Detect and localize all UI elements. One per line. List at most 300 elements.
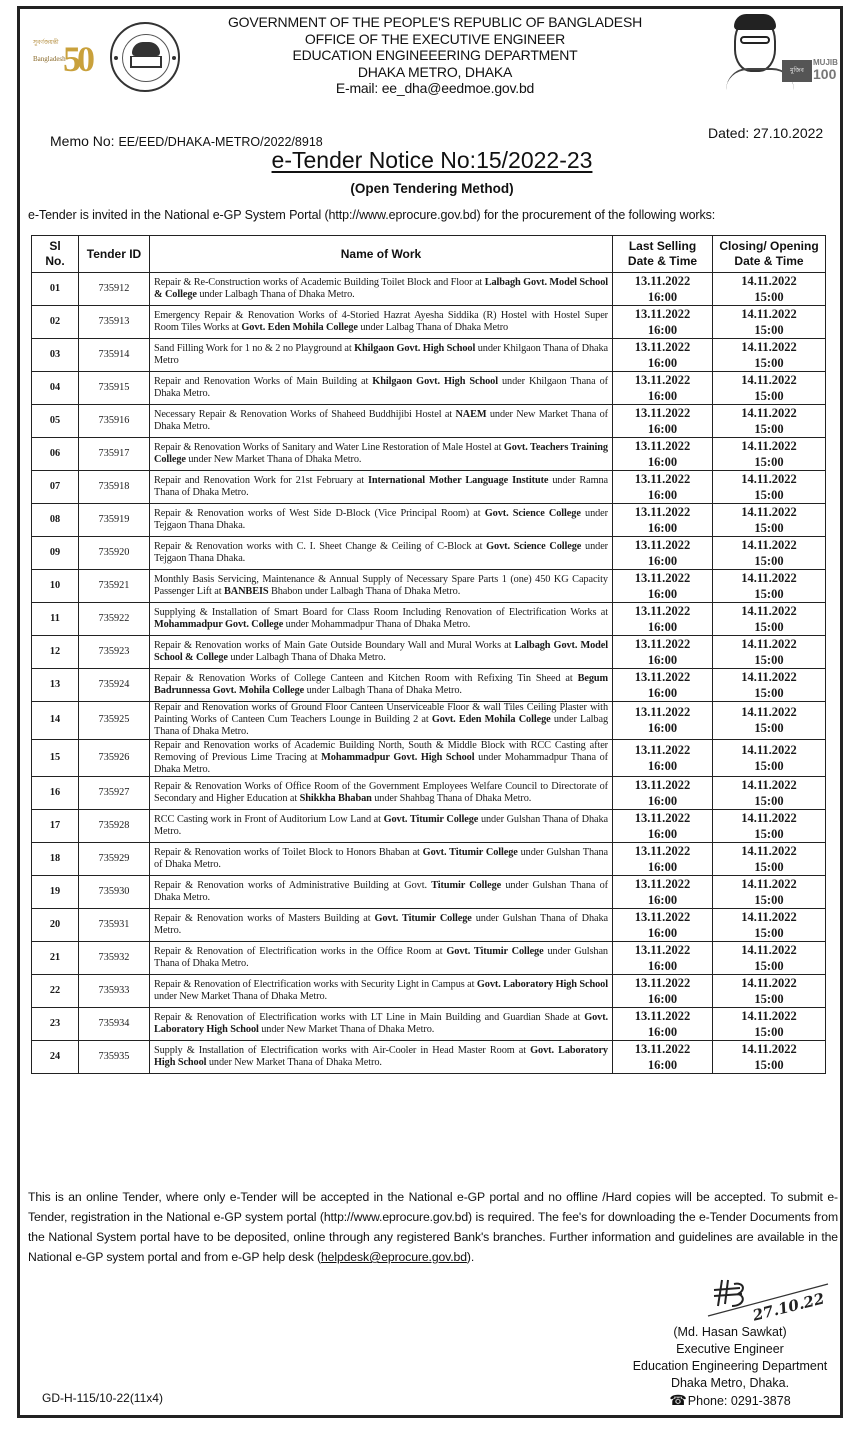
table-row [32,273,826,306]
logo-bangladesh-text: Bangladesh [33,55,66,63]
row-sl-no: 14 [32,702,79,740]
row-sl-no: 19 [32,876,79,909]
row-closing-time: 15:00 [754,992,784,1007]
mujib-bangla-text: মুজিব [782,60,812,82]
row-closing-opening [713,843,826,876]
row-closing-date: 14.11.2022 [741,1042,797,1057]
row-closing-time: 15:00 [754,455,784,469]
letterhead [0,0,864,110]
row-selling-time: 16:00 [647,620,678,634]
intro-text: e-Tender is invited in the National e-GP System Portal (http://www.eprocure.gov.bd) for the procurement of the following works: [28,208,716,222]
row-sl-no: 16 [32,777,79,810]
row-closing-time: 15:00 [754,1025,784,1040]
row-tender-id: 735935 [79,1041,150,1074]
row-selling-date: 13.11.2022 [634,778,691,793]
row-tender-id: 735914 [79,339,150,372]
row-name-of-work: Emergency Repair & Renovation Works of 4-Storied Hazrat Ayesha Siddika (R) Hostel with Hostel Super Room Tiles Works at Govt. Eden Mohila College under Lalbag Thana of Dhaka Metro [150,306,613,339]
signatory-department: Education Engineering Department [632,1359,828,1373]
row-selling-date: 13.11.2022 [634,538,691,552]
row-selling-time: 16:00 [647,323,678,337]
signatory-location: Dhaka Metro, Dhaka. [670,1376,790,1390]
row-selling-date: 13.11.2022 [634,844,691,859]
row-last-selling [613,702,713,740]
row-tender-id: 735918 [79,471,150,504]
row-sl-no: 08 [32,504,79,537]
row-tender-id: 735916 [79,405,150,438]
row-closing-date: 14.11.2022 [741,976,797,991]
row-closing-date: 14.11.2022 [741,307,797,321]
table-row [32,739,826,777]
row-tender-id: 735934 [79,1008,150,1041]
row-closing-date: 14.11.2022 [741,943,797,958]
row-last-selling [613,636,713,669]
table-row [32,843,826,876]
row-last-selling [613,471,713,504]
table-row [32,306,826,339]
email-line: E-mail: ee_dha@eedmoe.gov.bd [335,80,535,96]
row-sl-no: 20 [32,909,79,942]
table-row [32,669,826,702]
row-name-of-work: Repair & Renovation of Electrification works with Security Light in Campus at Govt. Laboratory High School under New Market Thana of Dhaka Metro. [150,975,613,1008]
row-closing-time: 15:00 [754,290,784,304]
row-selling-time: 16:00 [647,794,678,809]
row-institution: Mohammadpur Govt. High School [321,751,475,763]
header-tender-id: Tender ID [79,236,150,273]
row-name-of-work: Repair and Renovation works of Academic Building North, South & Middle Block with RCC Casting after Removing of Previous Lime Tracing at Mohammadpur Govt. High School under Mohammadpur Thana of Dhaka Metro. [150,739,613,777]
row-closing-opening [713,876,826,909]
location-line: DHAKA METRO, DHAKA [357,63,513,80]
row-selling-date: 13.11.2022 [634,877,691,892]
table-row [32,702,826,740]
row-closing-time: 15:00 [754,587,784,601]
row-institution: NAEM [455,408,487,420]
row-tender-id: 735929 [79,843,150,876]
row-closing-opening [713,537,826,570]
row-closing-time: 15:00 [754,653,784,667]
row-sl-no: 12 [32,636,79,669]
row-sl-no: 11 [32,603,79,636]
row-sl-no: 09 [32,537,79,570]
row-institution: Govt. Teachers Training College [154,441,608,465]
row-selling-date: 13.11.2022 [634,811,691,826]
row-closing-opening [713,702,826,740]
row-tender-id: 735913 [79,306,150,339]
row-closing-date: 14.11.2022 [741,778,797,793]
row-closing-time: 15:00 [754,893,784,908]
row-closing-date: 14.11.2022 [741,877,797,892]
row-selling-date: 13.11.2022 [634,274,691,288]
row-last-selling [613,909,713,942]
row-sl-no: 02 [32,306,79,339]
row-closing-time: 15:00 [754,356,784,370]
table-row [32,777,826,810]
row-name-of-work: Repair & Renovation of Electrification works in the Office Room at Govt. Titumir College under Gulshan Thana of Dhaka Metro. [150,942,613,975]
row-closing-date: 14.11.2022 [741,844,797,859]
row-selling-date: 13.11.2022 [634,307,691,321]
row-closing-date: 14.11.2022 [741,637,797,651]
row-closing-time: 15:00 [754,686,784,700]
table-row [32,438,826,471]
row-closing-opening [713,339,826,372]
row-closing-time: 15:00 [754,758,784,773]
row-institution: Govt. Eden Mohila College [431,714,551,726]
row-selling-time: 16:00 [647,860,678,875]
table-row [32,975,826,1008]
row-institution: Govt. Titumir College [383,814,479,826]
row-sl-no: 18 [32,843,79,876]
row-tender-id: 735927 [79,777,150,810]
row-closing-opening [713,1008,826,1041]
row-sl-no: 13 [32,669,79,702]
row-closing-time: 15:00 [754,422,784,436]
row-sl-no: 05 [32,405,79,438]
row-closing-opening [713,570,826,603]
row-last-selling [613,669,713,702]
row-closing-opening [713,306,826,339]
row-selling-time: 16:00 [647,587,678,601]
row-institution: Govt. Science College [486,540,582,552]
row-closing-time: 15:00 [754,323,784,337]
table-row [32,603,826,636]
row-tender-id: 735915 [79,372,150,405]
signatory-block [600,1324,860,1410]
row-tender-id: 735933 [79,975,150,1008]
table-row [32,570,826,603]
handwritten-signature [700,1276,840,1326]
row-closing-time: 15:00 [754,827,784,842]
signature-date: 27.10.22 [750,1289,827,1325]
row-closing-date: 14.11.2022 [741,1009,797,1024]
row-sl-no: 04 [32,372,79,405]
row-closing-date: 14.11.2022 [741,538,797,552]
row-tender-id: 735917 [79,438,150,471]
row-institution: Govt. Titumir College [446,946,544,958]
table-row [32,339,826,372]
row-name-of-work: Supply & Installation of Electrification works with Air-Cooler in Head Master Room at Govt. Laboratory High School under New Market Thana of Dhaka Metro. [150,1041,613,1074]
row-name-of-work: Repair & Renovation Works of College Canteen and Kitchen Room with Refixing Tin Sheed at Begum Badrunnessa Govt. Mohila College under Lalbagh Thana of Dhaka Metro. [150,669,613,702]
row-selling-time: 16:00 [647,455,678,469]
government-line: GOVERNMENT OF THE PEOPLE'S REPUBLIC OF BANGLADESH [227,14,642,30]
row-last-selling [613,739,713,777]
row-selling-date: 13.11.2022 [634,373,691,387]
row-last-selling [613,810,713,843]
table-row [32,471,826,504]
row-institution: Govt. Laboratory High School [154,1012,608,1036]
row-name-of-work: Supplying & Installation of Smart Board for Class Room Including Renovation of Electrification Works at Mohammadpur Govt. College under Mohammadpur Thana of Dhaka Metro. [150,603,613,636]
row-closing-time: 15:00 [754,794,784,809]
row-closing-opening [713,504,826,537]
memo-label: Memo No: [50,133,115,149]
row-selling-time: 16:00 [647,521,678,535]
row-tender-id: 735931 [79,909,150,942]
row-selling-time: 16:00 [647,488,678,502]
row-selling-date: 13.11.2022 [634,1042,691,1057]
table-row [32,405,826,438]
letterhead-text [200,14,670,97]
row-selling-time: 16:00 [647,686,678,700]
row-closing-opening [713,372,826,405]
row-selling-date: 13.11.2022 [634,637,691,651]
row-closing-time: 15:00 [754,1058,784,1073]
row-tender-id: 735924 [79,669,150,702]
row-selling-time: 16:00 [647,1025,678,1040]
table-row [32,537,826,570]
table-row [32,810,826,843]
row-selling-time: 16:00 [647,959,678,974]
row-closing-opening [713,942,826,975]
row-last-selling [613,876,713,909]
row-selling-date: 13.11.2022 [634,604,691,618]
header-sl-no: Sl No. [32,236,79,273]
row-sl-no: 24 [32,1041,79,1074]
row-name-of-work: Repair & Renovation works of Administrative Building at Govt. Titumir College under Gulshan Thana of Dhaka Metro. [150,876,613,909]
row-name-of-work: Repair & Renovation of Electrification works with LT Line in Main Building and Guardian Shade at Govt. Laboratory High School under New Market Thana of Dhaka Metro. [150,1008,613,1041]
row-selling-date: 13.11.2022 [634,1009,691,1024]
row-selling-date: 13.11.2022 [634,705,691,720]
table-row [32,942,826,975]
row-selling-time: 16:00 [647,356,678,370]
education-seal-logo [110,22,180,92]
table-row [32,1041,826,1074]
row-sl-no: 17 [32,810,79,843]
row-name-of-work: Repair & Renovation works of West Side D-Block (Vice Principal Room) at Govt. Science College under Tejgaon Thana Dhaka. [150,504,613,537]
row-institution: Lalbagh Govt. Model School & College [154,276,609,300]
row-closing-opening [713,603,826,636]
row-selling-date: 13.11.2022 [634,943,691,958]
row-closing-time: 15:00 [754,721,784,736]
row-sl-no: 21 [32,942,79,975]
row-selling-date: 13.11.2022 [634,742,691,757]
row-last-selling [613,603,713,636]
row-selling-time: 16:00 [647,992,678,1007]
row-institution: Govt. Eden Mohila College [241,322,358,333]
row-closing-time: 15:00 [754,620,784,634]
row-selling-time: 16:00 [647,893,678,908]
row-closing-time: 15:00 [754,488,784,502]
row-closing-time: 15:00 [754,554,784,568]
office-line: OFFICE OF THE EXECUTIVE ENGINEER [304,30,566,47]
row-last-selling [613,339,713,372]
row-name-of-work: Repair and Renovation works of Ground Floor Canteen Unserviceable Floor & wall Tiles Ceiling Plaster with Painting Works of Canteen Cum Teachers Lounge in Building 2 at Govt. Eden Mohila College under Lalbag Thana of Dhaka Metro. [150,702,613,740]
signatory-phone: ☎Phone: 0291-3878 [669,1392,791,1408]
row-selling-time: 16:00 [647,827,678,842]
row-closing-date: 14.11.2022 [741,604,797,618]
row-name-of-work: Necessary Repair & Renovation Works of Shaheed Buddhijibi Hostel at NAEM under New Market Thana of Dhaka Metro. [150,405,613,438]
row-sl-no: 06 [32,438,79,471]
row-selling-date: 13.11.2022 [634,571,691,585]
row-sl-no: 15 [32,739,79,777]
row-selling-date: 13.11.2022 [634,406,691,420]
row-selling-time: 16:00 [647,653,678,667]
mujib-100-logo [722,14,838,94]
row-selling-date: 13.11.2022 [634,976,691,991]
row-closing-date: 14.11.2022 [741,571,797,585]
table-row [32,1008,826,1041]
row-selling-time: 16:00 [647,422,678,436]
row-last-selling [613,570,713,603]
row-tender-id: 735912 [79,273,150,306]
row-closing-time: 15:00 [754,926,784,941]
tender-table [31,235,826,1074]
row-institution: Mohammadpur Govt. College [154,619,284,630]
table-row [32,636,826,669]
row-closing-opening [713,273,826,306]
row-closing-time: 15:00 [754,860,784,875]
row-last-selling [613,504,713,537]
row-selling-time: 16:00 [647,389,678,403]
row-tender-id: 735932 [79,942,150,975]
row-sl-no: 01 [32,273,79,306]
header-closing-opening: Closing/ Opening Date & Time [713,236,826,273]
row-name-of-work: Sand Filling Work for 1 no & 2 no Playground at Khilgaon Govt. High School under Khilgaon Thana of Dhaka Metro [150,339,613,372]
department-line: EDUCATION ENGINEEERING DEPARTMENT [292,47,578,63]
row-tender-id: 735922 [79,603,150,636]
row-name-of-work: Repair & Renovation Works of Office Room of the Government Employees Welfare Council to Directorate of Secondary and Higher Education at Shikkha Bhaban under Shahbag Thana of Dhaka Metro. [150,777,613,810]
row-name-of-work: Repair & Renovation works of Masters Building at Govt. Titumir College under Gulshan Thana of Dhaka Metro. [150,909,613,942]
row-closing-opening [713,975,826,1008]
row-last-selling [613,843,713,876]
row-name-of-work: Repair & Re-Construction works of Academic Building Toilet Block and Floor at Lalbagh Govt. Model School & College under Lalbagh Thana of Dhaka Metro. [150,273,613,306]
table-row [32,909,826,942]
row-closing-opening [713,438,826,471]
row-institution: Govt. Titumir College [374,913,472,925]
row-selling-date: 13.11.2022 [634,472,691,486]
row-last-selling [613,273,713,306]
row-selling-date: 13.11.2022 [634,439,691,453]
row-tender-id: 735923 [79,636,150,669]
row-last-selling [613,405,713,438]
row-name-of-work: Repair & Renovation works of Toilet Block to Honors Bhaban at Govt. Titumir College under Gulshan Thana of Dhaka Metro. [150,843,613,876]
row-closing-date: 14.11.2022 [741,811,797,826]
row-closing-opening [713,1041,826,1074]
row-sl-no: 03 [32,339,79,372]
row-last-selling [613,306,713,339]
row-institution: Govt. Titumir College [422,847,518,859]
row-institution: BANBEIS [223,586,269,597]
row-tender-id: 735930 [79,876,150,909]
row-closing-date: 14.11.2022 [741,340,797,354]
row-name-of-work: Repair and Renovation Work for 21st February at International Mother Language Institute under Ramna Thana of Dhaka Metro. [150,471,613,504]
telephone-icon: ☎ [669,1392,687,1408]
row-institution: Govt. Science College [484,507,581,519]
table-row [32,876,826,909]
row-selling-time: 16:00 [647,721,678,736]
gd-reference: GD-H-115/10-22(11x4) [42,1391,163,1405]
table-header-row [32,236,826,273]
row-name-of-work: Repair & Renovation works with C. I. Sheet Change & Ceiling of C-Block at Govt. Science College under Tejgaon Thana Dhaka. [150,537,613,570]
row-last-selling [613,438,713,471]
row-selling-time: 16:00 [647,290,678,304]
row-name-of-work: Monthly Basis Servicing, Maintenance & Annual Supply of Necessary Spare Parts 1 (one) 450 KG Capacity Passenger Lift at BANBEIS Bhabon under Lalbagh Thana of Dhaka Metro. [150,570,613,603]
row-selling-time: 16:00 [647,758,678,773]
row-selling-date: 13.11.2022 [634,670,691,684]
row-name-of-work: RCC Casting work in Front of Auditorium Low Land at Govt. Titumir College under Gulshan Thana of Dhaka Metro. [150,810,613,843]
table-row [32,372,826,405]
header-last-selling: Last Selling Date & Time [613,236,713,273]
row-institution: Lalbagh Govt. Model School & College [154,639,608,663]
row-sl-no: 07 [32,471,79,504]
notice-title: e-Tender Notice No:15/2022-23 [271,147,593,173]
row-institution: Khilgaon Govt. High School [354,342,476,354]
row-closing-date: 14.11.2022 [741,670,797,684]
row-tender-id: 735928 [79,810,150,843]
row-closing-opening [713,909,826,942]
row-institution: Govt. Laboratory High School [476,979,608,991]
row-last-selling [613,537,713,570]
dated: Dated: 27.10.2022 [708,125,824,141]
row-closing-opening [713,471,826,504]
row-name-of-work: Repair and Renovation Works of Main Building at Khilgaon Govt. High School under Khilgaon Thana of Dhaka Metro. [150,372,613,405]
row-closing-opening [713,636,826,669]
table-row [32,504,826,537]
row-institution: Khilgaon Govt. High School [372,375,498,387]
row-tender-id: 735921 [79,570,150,603]
row-closing-opening [713,405,826,438]
row-closing-date: 14.11.2022 [741,472,797,486]
helpdesk-email-link[interactable]: helpdesk@eprocure.gov.bd [320,1250,467,1264]
row-closing-opening [713,777,826,810]
signatory-designation: Executive Engineer [676,1342,784,1356]
row-closing-date: 14.11.2022 [741,274,797,288]
row-tender-id: 735920 [79,537,150,570]
row-selling-time: 16:00 [647,554,678,568]
row-closing-date: 14.11.2022 [741,505,797,519]
row-name-of-work: Repair & Renovation Works of Sanitary and Water Line Restoration of Male Hostel at Govt. Teachers Training College under New Market Thana of Dhaka Metro. [150,438,613,471]
row-selling-date: 13.11.2022 [634,340,691,354]
row-last-selling [613,1008,713,1041]
row-selling-date: 13.11.2022 [634,910,691,925]
footer-instructions: This is an online Tender, where only e-Tender will be accepted in the National e-GP portal and no offline /Hard copies will be accepted. To submit e-Tender, registration in the National e-GP system portal (http://www.eprocure.gov.bd) is required. The fee's for downloading the e-Tender Documents from the National System portal have to be deposited, online through any registered Bank's branches. Further information and guidelines are available in the National e-GP system portal and from e-GP help desk (helpdesk@eprocure.gov.bd). [28,1190,838,1264]
row-closing-date: 14.11.2022 [741,439,797,453]
row-institution: International Mother Language Institute [367,474,549,486]
row-institution: Begum Badrunnessa Govt. Mohila College [154,672,608,696]
row-selling-time: 16:00 [647,926,678,941]
row-closing-opening [713,739,826,777]
row-last-selling [613,975,713,1008]
row-closing-date: 14.11.2022 [741,705,797,720]
row-closing-time: 15:00 [754,389,784,403]
row-sl-no: 10 [32,570,79,603]
row-institution: Titumir College [431,880,502,892]
row-last-selling [613,942,713,975]
row-closing-date: 14.11.2022 [741,373,797,387]
row-closing-date: 14.11.2022 [741,910,797,925]
signatory-name: (Md. Hasan Sawkat) [673,1325,787,1339]
logo-bangla-text: সুবর্ণজয়ন্তী [33,40,59,46]
memo-value: EE/EED/DHAKA-METRO/2022/8918 [118,135,323,149]
row-sl-no: 23 [32,1008,79,1041]
row-closing-opening [713,669,826,702]
mujib-100-text: MUJIB 100 [813,58,838,82]
row-tender-id: 735926 [79,739,150,777]
row-tender-id: 735925 [79,702,150,740]
logo-50-number: 50 [63,39,91,79]
header-name-of-work: Name of Work [150,236,613,273]
row-selling-time: 16:00 [647,1058,678,1073]
row-selling-date: 13.11.2022 [634,505,691,519]
row-institution: Shikkha Bhaban [299,793,372,805]
row-closing-date: 14.11.2022 [741,406,797,420]
row-last-selling [613,777,713,810]
row-last-selling [613,1041,713,1074]
row-sl-no: 22 [32,975,79,1008]
notice-subtitle: (Open Tendering Method) [350,181,514,196]
row-institution: Govt. Laboratory High School [154,1045,608,1069]
row-closing-date: 14.11.2022 [741,742,797,757]
row-closing-opening [713,810,826,843]
row-tender-id: 735919 [79,504,150,537]
row-closing-time: 15:00 [754,959,784,974]
